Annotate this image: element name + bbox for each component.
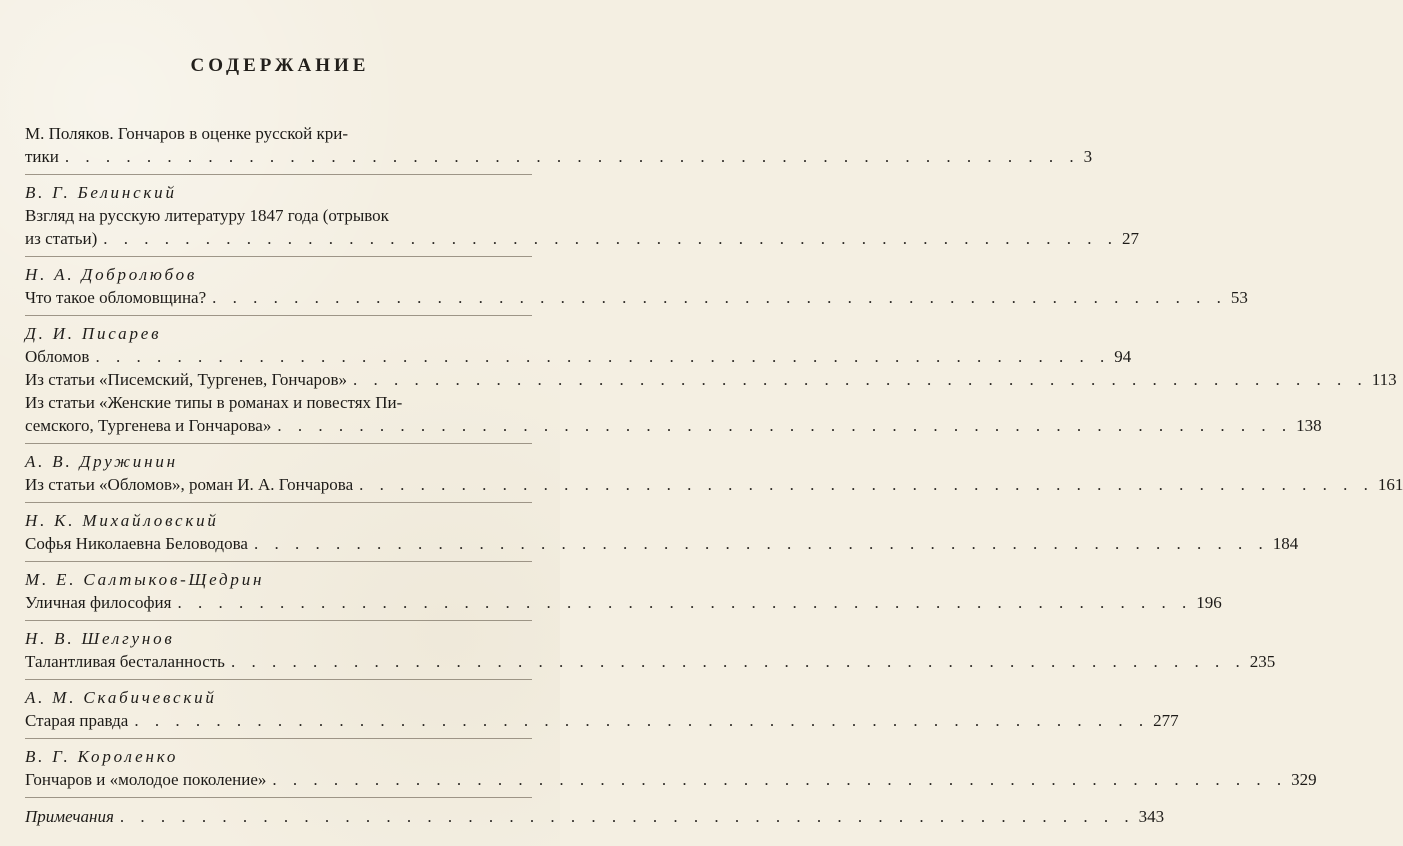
page-number: 235 [1249, 652, 1276, 671]
entry-last-line [25, 591, 1222, 614]
entry-title-line: Талантливая бесталанность [25, 652, 225, 671]
toc-entry[interactable] [25, 473, 1403, 496]
entry-title-line: Уличная философия [25, 593, 172, 612]
page-number: 53 [1230, 288, 1248, 307]
entry-title-line: Старая правда [25, 711, 129, 730]
entry-title-line: Гончаров и «молодое поколение» [25, 770, 267, 789]
entry-title-line: Из статьи «Женские типы в романах и повестях Пи- [25, 393, 403, 412]
toc-entry[interactable] [25, 122, 1093, 168]
toc-section [25, 443, 1403, 496]
dot-leader: . . . . . . . . . . . . . . . . . . . . . . . . . . . . . . . . . . . . . . . . . . . . . . . . . . [230, 652, 1246, 671]
page-number: 3 [1083, 147, 1093, 166]
entry-title-line: Из статьи «Обломов», роман И. А. Гончарова [25, 475, 354, 494]
author-name: А. М. Скабичевский [25, 688, 217, 707]
entry-title-line: Софья Николаевна Беловодова [25, 534, 248, 553]
entry-title-line: М. Поляков. Гончаров в оценке русской кри- [25, 124, 348, 143]
page-number: 277 [1153, 711, 1179, 730]
toc-entry[interactable] [25, 368, 1397, 391]
toc-entry[interactable] [25, 286, 1248, 309]
dot-leader: . . . . . . . . . . . . . . . . . . . . . . . . . . . . . . . . . . . . . . . . . . . . . . . . . . [253, 534, 1269, 553]
entry-last-line [25, 286, 1248, 309]
section-divider [25, 502, 532, 503]
toc-section [25, 738, 1317, 791]
entry-last-line [25, 473, 1403, 496]
toc-entry[interactable] [25, 591, 1222, 614]
toc-section [25, 797, 1165, 828]
dot-leader: . . . . . . . . . . . . . . . . . . . . . . . . . . . . . . . . . . . . . . . . . . . . . . . . . . [95, 347, 1111, 366]
entry-title-line: Взгляд на русскую литературу 1847 года (отрывок [25, 206, 389, 225]
toc-section [25, 561, 1222, 614]
toc-entry[interactable] [25, 532, 1299, 555]
dot-leader: . . . . . . . . . . . . . . . . . . . . . . . . . . . . . . . . . . . . . . . . . . . . . . . . . . [134, 711, 1150, 730]
toc-entry[interactable] [25, 805, 1165, 828]
entry-last-line [25, 709, 1179, 732]
section-divider [25, 797, 532, 798]
dot-leader: . . . . . . . . . . . . . . . . . . . . . . . . . . . . . . . . . . . . . . . . . . . . . . . . . . [119, 807, 1135, 826]
table-of-contents [25, 122, 1403, 828]
section-divider [25, 738, 532, 739]
entry-last-line [25, 145, 1093, 168]
toc-section [25, 679, 1179, 732]
entry-last-line [25, 345, 1132, 368]
dot-leader: . . . . . . . . . . . . . . . . . . . . . . . . . . . . . . . . . . . . . . . . . . . . . . . . . . [177, 593, 1193, 612]
author-name: Н. К. Михайловский [25, 511, 219, 530]
dot-leader: . . . . . . . . . . . . . . . . . . . . . . . . . . . . . . . . . . . . . . . . . . . . . . . . . . [272, 770, 1288, 789]
entry-last-line [25, 532, 1299, 555]
entry-last-line [25, 768, 1317, 791]
toc-entry[interactable] [25, 768, 1317, 791]
toc-section [25, 620, 1276, 673]
section-divider [25, 315, 532, 316]
entry-last-line [25, 414, 1322, 437]
section-divider [25, 443, 532, 444]
page-title: СОДЕРЖАНИЕ [190, 55, 370, 76]
section-divider [25, 561, 532, 562]
page-number: 343 [1138, 807, 1165, 826]
author-name: Н. А. Добролюбов [25, 265, 198, 284]
page-number: 27 [1122, 229, 1140, 248]
author-name: А. В. Дружинин [25, 452, 178, 471]
author-name: Д. И. Писарев [25, 324, 162, 343]
dot-leader: . . . . . . . . . . . . . . . . . . . . . . . . . . . . . . . . . . . . . . . . . . . . . . . . . . [103, 229, 1119, 248]
entry-title-line: Обломов [25, 347, 90, 366]
toc-section [25, 174, 1140, 250]
entry-title-line: из статьи) [25, 229, 98, 248]
dot-leader: . . . . . . . . . . . . . . . . . . . . . . . . . . . . . . . . . . . . . . . . . . . . . . . . . . [353, 370, 1368, 389]
toc-entry[interactable] [25, 391, 1322, 437]
toc-section [25, 122, 1093, 168]
entry-title-line: Примечания [25, 807, 114, 826]
page-number: 184 [1272, 534, 1299, 553]
page-number: 94 [1114, 347, 1132, 366]
toc-entry[interactable] [25, 709, 1179, 732]
dot-leader: . . . . . . . . . . . . . . . . . . . . . . . . . . . . . . . . . . . . . . . . . . . . . . . . . . [277, 416, 1293, 435]
toc-entry[interactable] [25, 345, 1132, 368]
toc-section [25, 502, 1299, 555]
author-name: В. Г. Короленко [25, 747, 179, 766]
page-number: 329 [1291, 770, 1317, 789]
entry-last-line [25, 227, 1140, 250]
section-divider [25, 679, 532, 680]
dot-leader: . . . . . . . . . . . . . . . . . . . . . . . . . . . . . . . . . . . . . . . . . . . . . . . . . . [359, 475, 1374, 494]
page-number: 138 [1296, 416, 1322, 435]
entry-title-line: Что такое обломовщина? [25, 288, 207, 307]
toc-section [25, 256, 1248, 309]
dot-leader: . . . . . . . . . . . . . . . . . . . . . . . . . . . . . . . . . . . . . . . . . . . . . . . . . . [212, 288, 1227, 307]
entry-title-line: Из статьи «Писемский, Тургенев, Гончаров» [25, 370, 348, 389]
page-number: 196 [1196, 593, 1222, 612]
page-number: 161 [1377, 475, 1403, 494]
entry-title-line: тики [25, 147, 59, 166]
section-divider [25, 174, 532, 175]
toc-entry[interactable] [25, 650, 1276, 673]
section-divider [25, 256, 532, 257]
page-number: 113 [1371, 370, 1397, 389]
author-name: В. Г. Белинский [25, 183, 177, 202]
entry-last-line [25, 368, 1397, 391]
author-name: М. Е. Салтыков-Щедрин [25, 570, 265, 589]
entry-title-line: семского, Тургенева и Гончарова» [25, 416, 272, 435]
entry-last-line [25, 805, 1165, 828]
entry-last-line [25, 650, 1276, 673]
toc-section [25, 315, 1397, 437]
toc-entry[interactable] [25, 204, 1140, 250]
author-name: Н. В. Шелгунов [25, 629, 175, 648]
dot-leader: . . . . . . . . . . . . . . . . . . . . . . . . . . . . . . . . . . . . . . . . . . . . . . . . . . [64, 147, 1080, 166]
section-divider [25, 620, 532, 621]
